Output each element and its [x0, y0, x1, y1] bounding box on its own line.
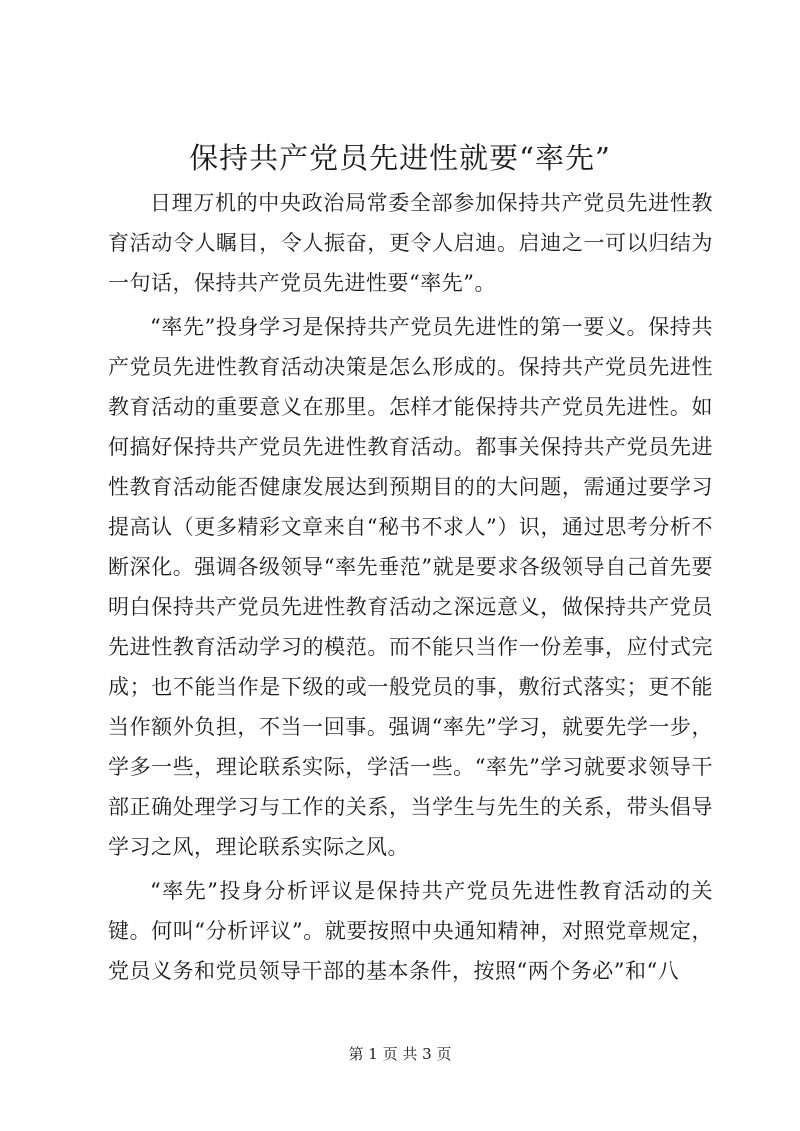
paragraph-study: “率先”投身学习是保持共产党员先进性的第一要义。保持共产党员先进性教育活动决策是怎么形成的。保持共产党员先进性教育活动的重要意义在那里。怎样才能保持共产党员先进性。如何搞好保持共产党员先进性教育活动。都事关保持共产党员先进性教育活动能否健康发展达到预期目的的大问题，需通过要学习提高认（更多精彩文章来自“秘书不求人”）识，通过思考分析不断深化。强调各级领导“率先垂范”就是要求各级领导自己首先要明白保持共产党员先进性教育活动之深远意义，做保持共产党员先进性教育活动学习的模范。而不能只当作一份差事，应付式完成；也不能当作是下级的或一般党员的事，敷衍式落实；更不能当作额外负担，不当一回事。强调“率先”学习，就要先学一步，学多一些，理论联系实际，学活一些。“率先”学习就要求领导干部正确处理学习与工作的关系，当学生与先生的关系，带头倡导学习之风，理论联系实际之风。	[108, 315, 713, 859]
page-number-footer: 第 1 页 共 3 页	[348, 1045, 452, 1063]
document-body	[108, 183, 713, 991]
paragraph-intro: 日理万机的中央政治局常委全部参加保持共产党员先进性教育活动令人瞩目，令人振奋，更令人启迪。启迪之一可以归结为一句话，保持共产党员先进性要“率先”。	[108, 191, 713, 295]
document-title: 保持共产党员先进性就要“率先”	[189, 141, 611, 175]
paragraph-review: “率先”投身分析评议是保持共产党员先进性教育活动的关键。何叫“分析评议”。就要按照中央通知精神，对照党章规定，党员义务和党员领导干部的基本条件，按照“两个务必”和“八	[108, 879, 713, 983]
